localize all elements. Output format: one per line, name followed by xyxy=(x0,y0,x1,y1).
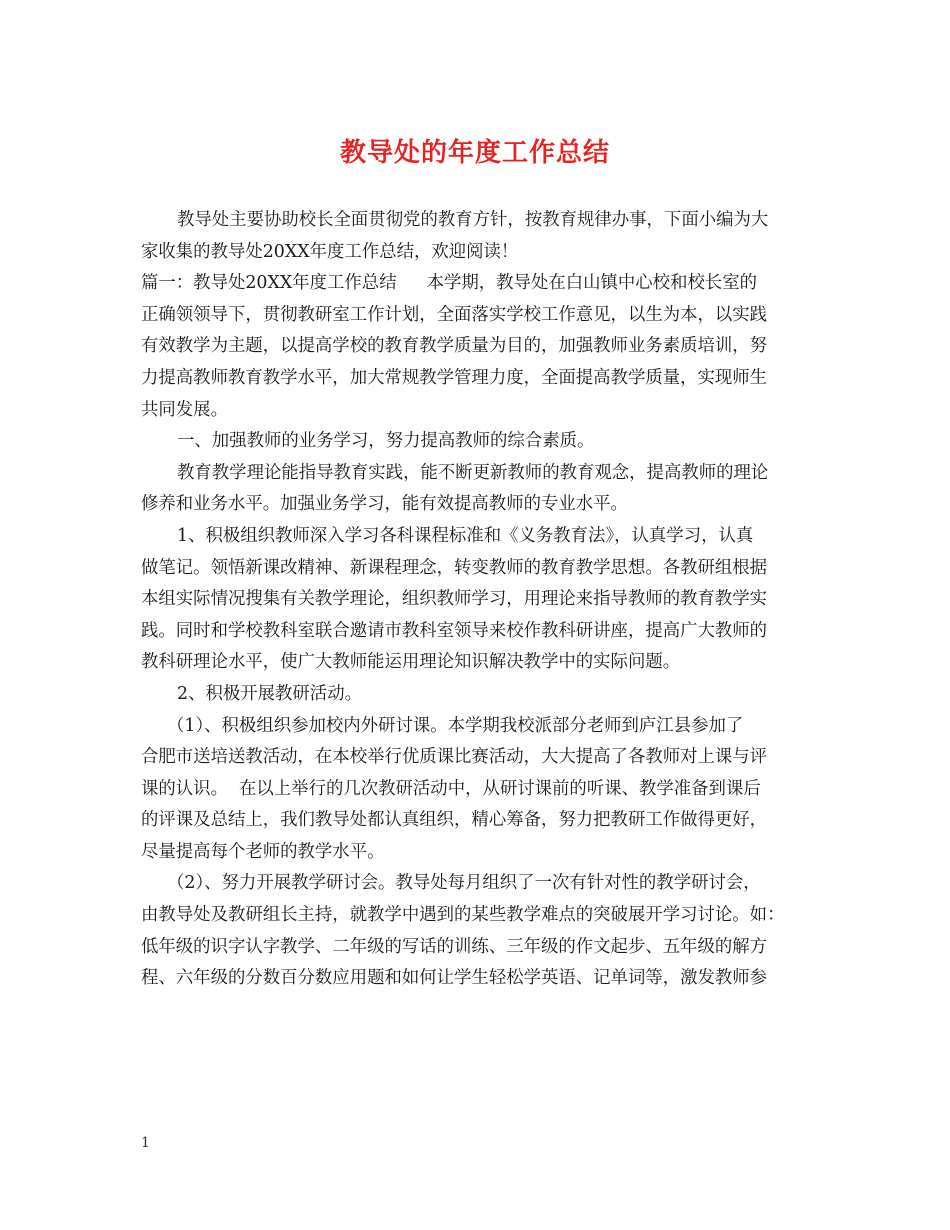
document-title: 教导处的年度工作总结 xyxy=(339,138,610,168)
paragraph-line: 教导处主要协助校长全面贯彻党的教育方针，按教育规律办事，下面小编为大 xyxy=(177,210,769,230)
paragraph-line: 教科研理论水平，使广大教师能运用理论知识解决教学中的实际问题。 xyxy=(141,652,681,673)
section-heading: 一、加强教师的业务学习，努力提高教师的综合素质。 xyxy=(177,431,595,452)
paragraph-line: 修养和业务水平。加强业务学习，能有效提高教师的专业水平。 xyxy=(141,494,628,515)
paragraph-line: 有效教学为主题，以提高学校的教育教学质量为目的，加强教师业务素质培训，努 xyxy=(141,336,768,357)
section-heading: 篇一：教导处20XX年度工作总结 xyxy=(141,273,397,294)
paragraph-line: 由教导处及教研组长主持，就教学中遇到的某些教学难点的突破展开学习讨论。如： xyxy=(141,905,785,926)
paragraph-text: 本学期，教导处在白山镇中心校和校长室的 xyxy=(426,273,758,294)
paragraph-line: 合肥市送培送教活动，在本校举行优质课比赛活动，大大提高了各教师对上课与评 xyxy=(141,747,768,768)
paragraph-line: （1）、积极组织参加校内外研讨课。本学期我校派部分老师到庐江县参加了 xyxy=(167,715,744,736)
paragraph-line: 力提高教师教育教学水平，加大常规教学管理力度，全面提高教学质量，实现师生 xyxy=(141,367,768,388)
paragraph-line: 践。同时和学校教科室联合邀请市教科室领导来校作教科研讲座，提高广大教师的 xyxy=(141,620,768,641)
paragraph-line: 共同发展。 xyxy=(141,399,228,420)
paragraph-line: 课的认识。 在以上举行的几次教研活动中，从研讨课前的听课、教学准备到课后 xyxy=(141,778,761,799)
paragraph-line: 1、积极组织教师深入学习各科课程标准和《义务教育法》，认真学习，认真 xyxy=(177,525,754,546)
page-number: 1 xyxy=(141,1135,150,1151)
document-body xyxy=(141,205,811,995)
paragraph-line: 教育教学理论能指导教育实践，能不断更新教师的教育观念，提高教师的理论 xyxy=(177,462,769,483)
paragraph-line: 正确领领导下，贯彻教研室工作计划，全面落实学校工作意见，以生为本，以实践 xyxy=(141,304,768,325)
paragraph-line: （2）、努力开展教学研讨会。教导处每月组织了一次有针对性的教学研讨会， xyxy=(167,873,761,894)
paragraph-line: 尽量提高每个老师的教学水平。 xyxy=(141,841,385,862)
section-heading: 2、积极开展教研活动。 xyxy=(177,683,362,704)
paragraph-line: 低年级的识字认字教学、二年级的写话的训练、三年级的作文起步、五年级的解方 xyxy=(141,936,768,957)
paragraph-line: 做笔记。领悟新课改精神、新课程理念，转变教师的教育教学思想。各教研组根据 xyxy=(141,557,768,578)
paragraph-line: 本组实际情况搜集有关教学理论，组织教师学习，用理论来指导教师的教育教学实 xyxy=(141,589,768,610)
paragraph-line: 程、六年级的分数百分数应用题和如何让学生轻松学英语、记单词等，激发教师参 xyxy=(141,968,768,989)
paragraph-line xyxy=(141,268,811,300)
paragraph-line: 家收集的教导处20XX年度工作总结，欢迎阅读！ xyxy=(141,241,519,262)
paragraph-line: 的评课及总结上，我们教导处都认真组织，精心筹备，努力把教研工作做得更好， xyxy=(141,810,768,831)
